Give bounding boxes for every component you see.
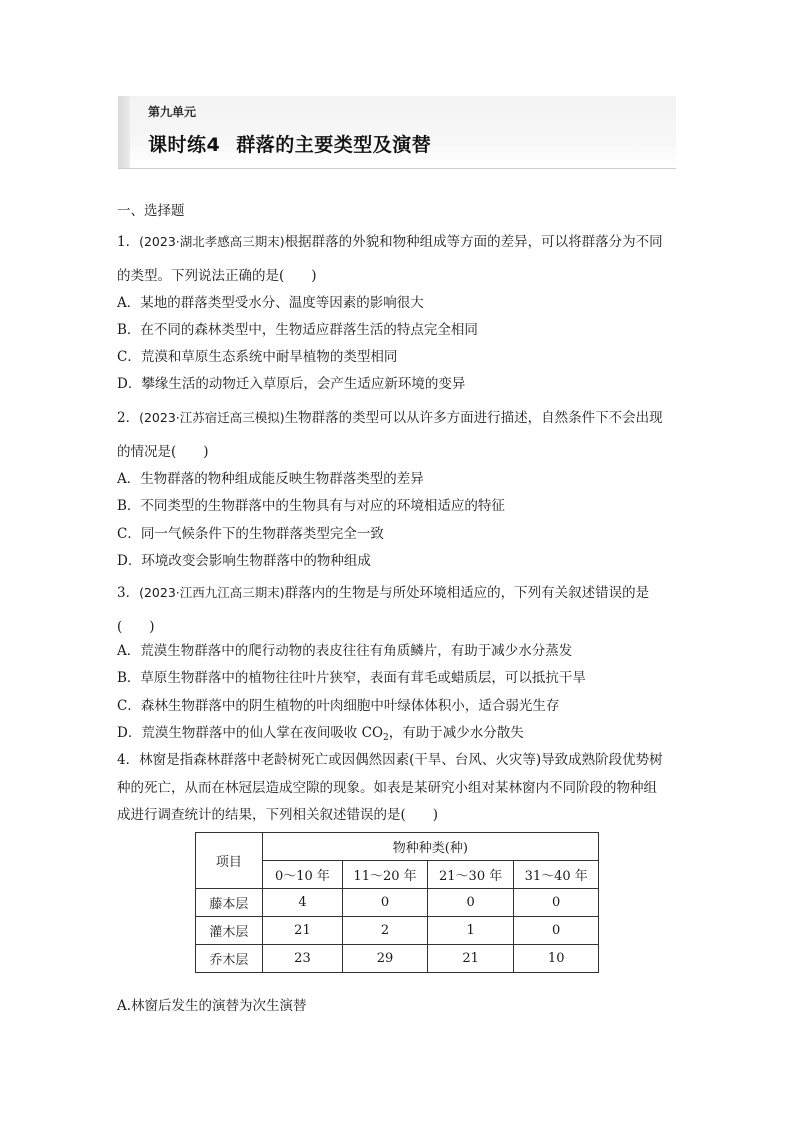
table-col-header: 31～40 年 [514,861,599,889]
q3-source: (2023·江西九江高三期末) [139,585,285,600]
q4-stem-line2: 种的死亡，从而在林冠层造成空隙的现象。如表是某研究小组对某林窗内不同阶段的物种组 [117,780,657,796]
q1-number: 1． [117,234,140,250]
q3-option-d-subscript: 2 [383,733,389,743]
table-cell: 10 [514,945,599,973]
table-cell: 2 [343,917,428,945]
section-title: 一、选择题 [117,203,185,219]
header-accent-bar [118,96,130,168]
q3-option-d-prefix: D．荒漠生物群落中的仙人掌在夜间吸收 CO [117,725,384,741]
unit-label: 第九单元 [148,105,197,119]
q4-stem-line1: 4．林窗是指森林群落中老龄树死亡或因偶然因素(干旱、台风、火灾等)导致成熟阶段优势树 [117,752,663,768]
title-prefix: 课时练4 [148,134,221,156]
q3-stem-line1 [117,584,649,602]
q4-option-a: A.林窗后发生的演替为次生演替 [117,998,307,1014]
q3-option-b: B．草原生物群落中的植物往往叶片狭窄，表面有茸毛或蜡质层，可以抵抗干旱 [117,670,586,686]
q1-stem-text: 根据群落的外貌和物种组成等方面的差异，可以将群落分为不同 [284,234,663,250]
table-cell: 23 [262,945,343,973]
q1-stem-line2: 的类型。下列说法正确的是( ) [117,268,317,284]
q1-option-d: D．攀缘生活的动物迁入草原后，会产生适应新环境的变异 [117,376,466,392]
table-row [196,889,599,917]
header-divider [118,168,676,169]
q2-option-d: D．环境改变会影响生物群落中的物种组成 [117,553,371,569]
q2-stem-line1 [117,409,663,427]
table-cell: 0 [427,889,514,917]
q3-number: 3． [117,585,140,601]
q1-stem-line1 [117,233,663,251]
q3-stem-text: 群落内的生物是与所处环境相适应的，下列有关叙述错误的是 [284,585,650,601]
table-cell: 0 [514,889,599,917]
q1-option-b: B．在不同的森林类型中，生物适应群落生活的特点完全相同 [117,322,478,338]
table-cell: 4 [262,889,343,917]
q2-number: 2． [117,410,140,426]
q3-option-d-suffix: ，有助于减少水分散失 [388,725,524,741]
q2-stem-text: 生物群落的类型可以从许多方面进行描述，自然条件下不会出现 [284,410,663,426]
q2-option-a: A．生物群落的物种组成能反映生物群落类型的差异 [117,471,424,487]
title-main: 群落的主要类型及演替 [236,134,432,156]
row-label-vine: 藤本层 [196,889,263,917]
q1-option-c: C．荒漠和草原生态系统中耐旱植物的类型相同 [117,349,398,365]
q2-source: (2023·江苏宿迁高三模拟) [139,410,285,425]
table-cell: 21 [262,917,343,945]
table-cell: 0 [514,917,599,945]
table-group-header: 物种种类(种) [262,833,598,861]
q2-option-c: C．同一气候条件下的生物群落类型完全一致 [117,526,384,542]
q1-source: (2023·湖北孝感高三期末) [139,234,285,249]
table-col-header: 0～10 年 [262,861,343,889]
table-col-header: 21～30 年 [427,861,514,889]
table-cell: 0 [343,889,428,917]
table-col-header: 11～20 年 [343,861,428,889]
q4-stem-line3: 成进行调查统计的结果，下列相关叙述错误的是( ) [117,807,439,823]
species-table [195,832,599,973]
q1-option-a: A．某地的群落类型受水分、温度等因素的影响很大 [117,295,424,311]
table-row [196,945,599,973]
q3-option-a: A．荒漠生物群落中的爬行动物的表皮往往有角质鳞片，有助于减少水分蒸发 [117,643,573,659]
table-cell: 1 [427,917,514,945]
row-label-tree: 乔木层 [196,945,263,973]
q3-option-d [117,724,524,747]
q3-stem-line2: ( ) [117,619,155,635]
q3-option-c: C．森林生物群落中的阴生植物的叶肉细胞中叶绿体体积小，适合弱光生存 [117,698,560,714]
table-cell: 29 [343,945,428,973]
q2-stem-line2: 的情况是( ) [117,444,209,460]
table-item-header: 项目 [196,833,263,889]
row-label-shrub: 灌木层 [196,917,263,945]
q2-option-b: B．不同类型的生物群落中的生物具有与对应的环境相适应的特征 [117,498,505,514]
table-row [196,917,599,945]
page-title [148,130,431,157]
table-cell: 21 [427,945,514,973]
